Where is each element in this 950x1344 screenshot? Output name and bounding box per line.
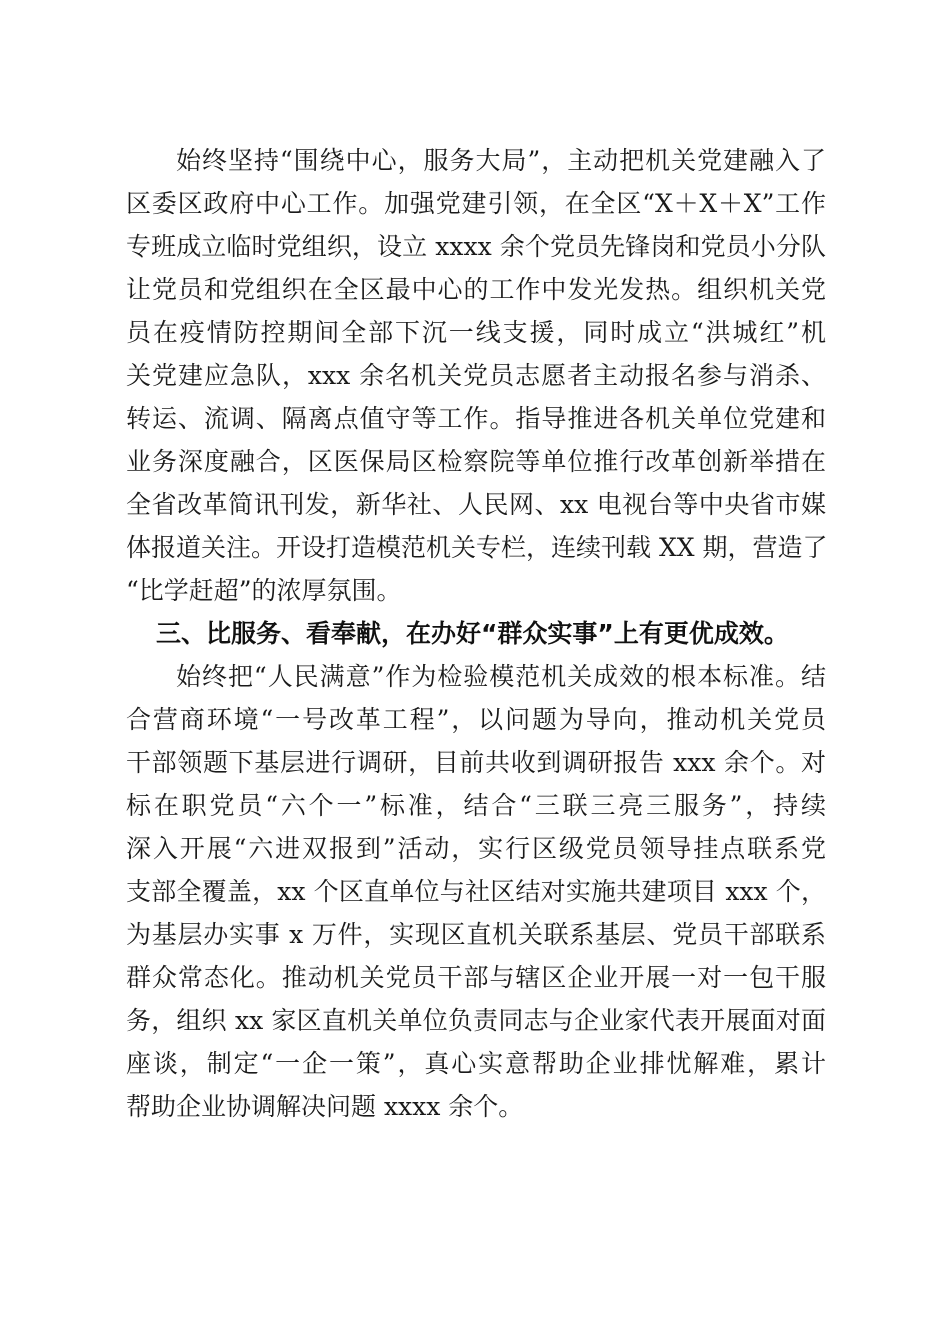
paragraph-line: “比学赶超”的浓厚氛围。	[126, 576, 402, 605]
paragraph-line: 深入开展“六进双报到”活动，实行区级党员领导挂点联系党	[126, 834, 826, 863]
paragraph-2	[126, 655, 826, 1128]
paragraph-line: 关党建应急队，xxx 余名机关党员志愿者主动报名参与消杀、	[126, 361, 826, 390]
paragraph-line: 合营商环境“一号改革工程”，以问题为导向，推动机关党员	[126, 705, 826, 734]
paragraph-line: 体报道关注。开设打造模范机关专栏，连续刊载 XX 期，营造了	[126, 533, 828, 562]
paragraph-line: 务，组织 xx 家区直机关单位负责同志与企业家代表开展面对面	[126, 1006, 826, 1035]
document-body	[126, 139, 826, 1128]
paragraph-line: 员在疫情防控期间全部下沉一线支援，同时成立“洪城红”机	[126, 318, 826, 347]
paragraph-line: 转运、流调、隔离点值守等工作。指导推进各机关单位党建和	[126, 404, 826, 433]
paragraph-line: 群众常态化。推动机关党员干部与辖区企业开展一对一包干服	[126, 963, 826, 992]
paragraph-1	[126, 139, 826, 612]
paragraph-line: 标在职党员“六个一”标准，结合“三联三亮三服务”，持续	[126, 791, 826, 820]
paragraph-line: 支部全覆盖，xx 个区直单位与社区结对实施共建项目 xxx 个，	[126, 877, 826, 906]
paragraph-line: 干部领题下基层进行调研，目前共收到调研报告 xxx 余个。对	[126, 748, 826, 777]
section-heading: 三、比服务、看奉献，在办好“群众实事”上有更优成效。	[156, 619, 789, 648]
paragraph-line: 专班成立临时党组织，设立 xxxx 余个党员先锋岗和党员小分队	[126, 232, 826, 261]
paragraph-line: 始终坚持“围绕中心，服务大局”，主动把机关党建融入了	[176, 146, 826, 175]
paragraph-line: 让党员和党组织在全区最中心的工作中发光发热。组织机关党	[126, 275, 826, 304]
paragraph-line: 为基层办实事 x 万件，实现区直机关联系基层、党员干部联系	[126, 920, 826, 949]
paragraph-line: 帮助企业协调解决问题 xxxx 余个。	[126, 1092, 524, 1121]
paragraph-line: 全省改革简讯刊发，新华社、人民网、xx 电视台等中央省市媒	[126, 490, 826, 519]
paragraph-line: 业务深度融合，区医保局区检察院等单位推行改革创新举措在	[126, 447, 826, 476]
paragraph-line: 区委区政府中心工作。加强党建引领，在全区“X＋X＋X”工作	[126, 189, 826, 218]
paragraph-line: 座谈，制定“一企一策”，真心实意帮助企业排忧解难，累计	[126, 1049, 826, 1078]
paragraph-line: 始终把“人民满意”作为检验模范机关成效的根本标准。结	[176, 662, 826, 691]
